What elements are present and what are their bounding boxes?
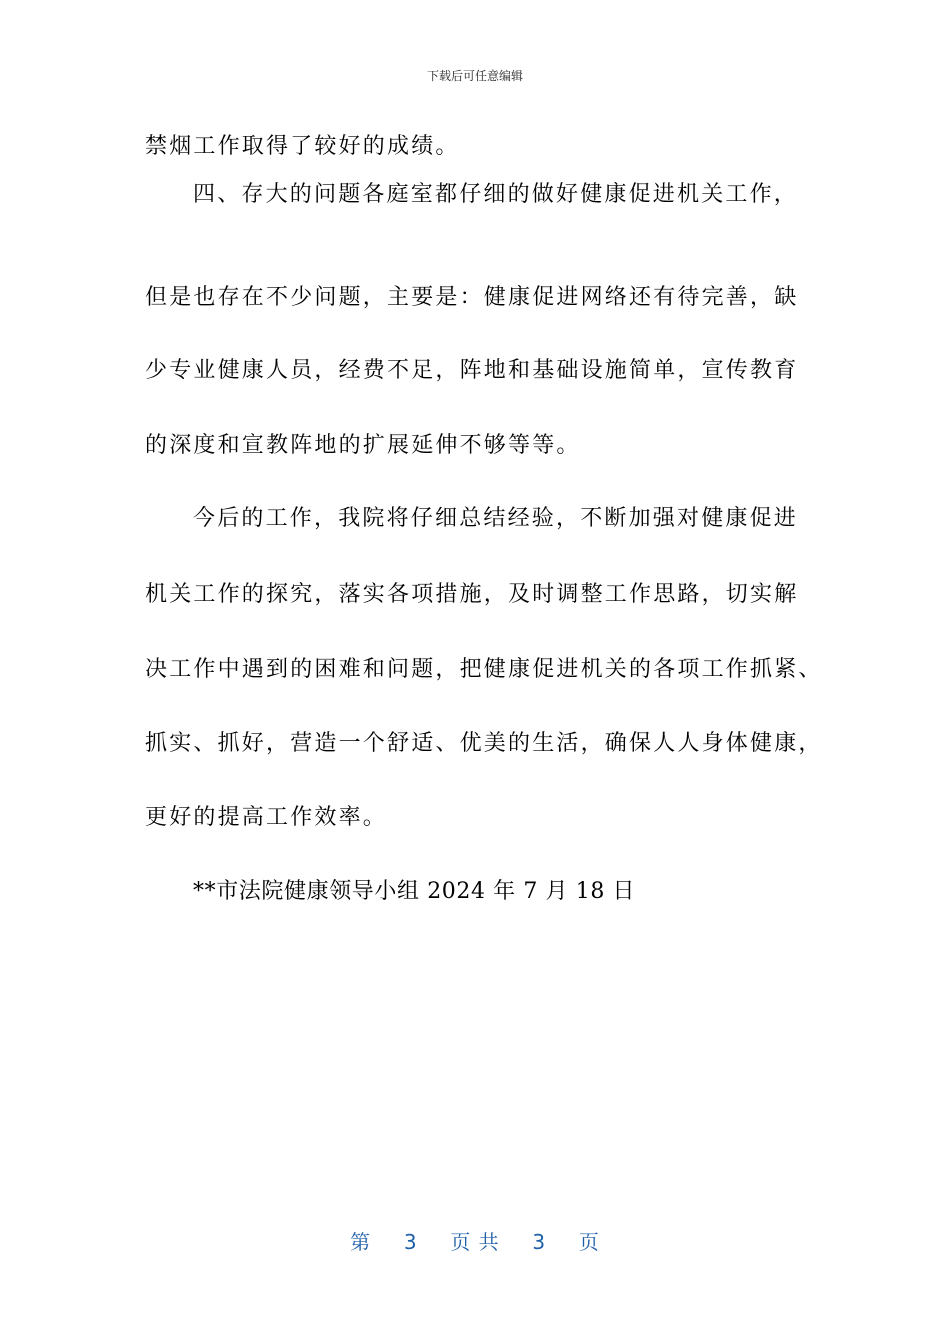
header-note: 下载后可任意编辑 xyxy=(426,69,523,83)
text-line: 抓实、抓好，营造一个舒适、优美的生活，确保人人身体健康， xyxy=(145,731,823,756)
current-page-number: 3 xyxy=(403,1230,418,1254)
text-line: 的深度和宣教阵地的扩展延伸不够等等。 xyxy=(145,433,581,458)
text-line: 机关工作的探究，落实各项措施，及时调整工作思路，切实解 xyxy=(145,582,799,607)
text-line: 更好的提高工作效率。 xyxy=(145,805,388,830)
text-line: 决工作中遇到的困难和问题，把健康促进机关的各项工作抓紧、 xyxy=(145,657,823,682)
text-line: 禁烟工作取得了较好的成绩。 xyxy=(145,134,460,159)
page-footer xyxy=(0,1226,950,1255)
footer-middle: 页 共 xyxy=(450,1230,500,1254)
text-line: 但是也存在不少问题，主要是：健康促进网络还有待完善，缺 xyxy=(145,285,799,310)
paragraph-start: 四、存大的问题各庭室都仔细的做好健康促进机关工作， xyxy=(193,182,799,207)
total-pages-number: 3 xyxy=(532,1230,547,1254)
text-line: 少专业健康人员，经费不足，阵地和基础设施简单，宣传教育 xyxy=(145,358,799,383)
footer-prefix: 第 xyxy=(350,1230,372,1254)
signature-line: **市法院健康领导小组 2024 年 7 月 18 日 xyxy=(193,879,636,904)
paragraph-start: 今后的工作，我院将仔细总结经验，不断加强对健康促进 xyxy=(193,506,799,531)
footer-suffix: 页 xyxy=(578,1230,600,1254)
